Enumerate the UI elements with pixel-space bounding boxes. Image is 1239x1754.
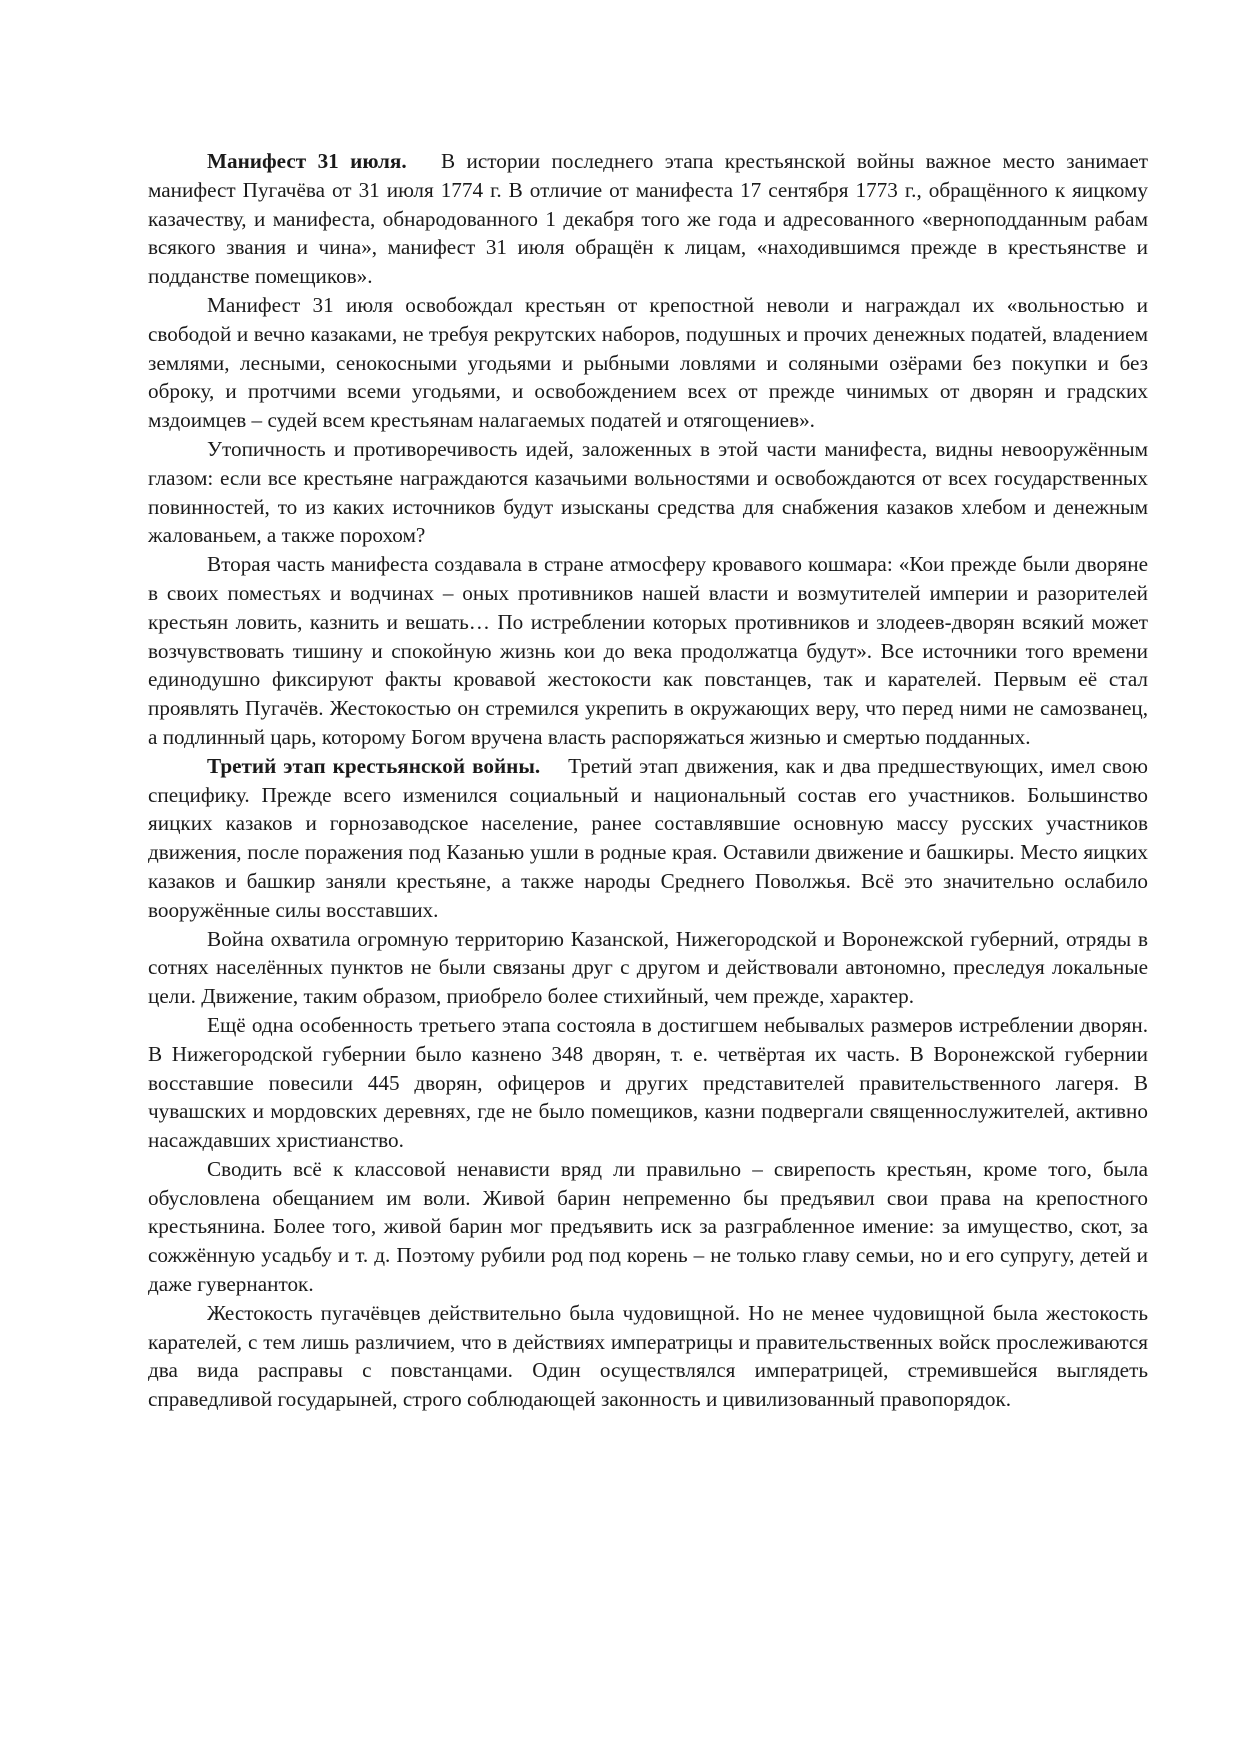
- paragraph-text: Вторая часть манифеста создавала в стране атмосферу кровавого кошмара: «Кои прежде были дворяне в своих поместьях и водчинах – оных противников нашей власти и возмутителей империи и разорителей крестьян ловить, казнить и вешать… По истреблении которых противников и злодеев-дворян всякий может возчувствовать тишину и спокойную жизнь кои до века продолжатца будут». Все источники того времени единодушно фиксируют факты кровавой жестокости как повстанцев, так и карателей. Первым её стал проявлять Пугачёв. Жестокостью он стремился укрепить в окружающих веру, что перед ними не самозванец, а подлинный царь, которому Богом вручена власть распоряжаться жизнью и смертью подданных.: [148, 552, 1148, 749]
- section-heading-manifest: Манифест 31 июля.: [207, 149, 407, 173]
- paragraph: [148, 1155, 1148, 1299]
- paragraph-text: Война охватила огромную территорию Казанской, Нижегородской и Воронежской губерний, отряды в сотнях населённых пунктов не были связаны друг с другом и действовали автономно, преследуя локальные цели. Движение, таким образом, приобрело более стихийный, чем прежде, характер.: [148, 926, 1148, 1009]
- paragraph-text: Третий этап движения, как и два предшествующих, имел свою специфику. Прежде всего изменился социальный и национальный состав его участников. Большинство яицких казаков и горнозаводское население, ранее составлявшие основную массу русских участников движения, после поражения под Казанью ушли в родные края. Оставили движение и башкиры. Место яицких казаков и башкир заняли крестьяне, а также народы Среднего Поволжья. Всё это значительно ослабило вооружённые силы восставших.: [148, 753, 1154, 922]
- paragraph: [148, 925, 1148, 1011]
- paragraph: [148, 435, 1148, 550]
- paragraph-text: Сводить всё к классовой ненависти вряд ли правильно – свирепость крестьян, кроме того, была обусловлена обещанием им воли. Живой барин непременно бы предъявил свои права на крепостного крестьянина. Более того, живой барин мог предъявить иск за разграбленное имение: за имущество, скот, за сожжённую усадьбу и т. д. Поэтому рубили род под корень – не только главу семьи, но и его супругу, детей и даже гувернанток.: [148, 1156, 1148, 1297]
- paragraph-manifest-heading: [148, 147, 1154, 291]
- paragraph-third-stage-heading: [148, 752, 1154, 925]
- paragraph: [148, 1011, 1148, 1155]
- paragraph-text: Жестокость пугачёвцев действительно была чудовищной. Но не менее чудовищной была жестокость карателей, с тем лишь различием, что в действиях императрицы и правительственных войск прослеживаются два вида расправы с повстанцами. Один осуществлялся императрицей, стремившейся выглядеть справедливой государыней, строго соблюдающей законность и цивилизованный правопорядок.: [148, 1300, 1148, 1412]
- document-page: [148, 147, 1154, 1414]
- paragraph: [148, 291, 1148, 435]
- paragraph-text: Манифест 31 июля освобождал крестьян от крепостной неволи и награждал их «вольностью и свободой и вечно казаками, не требуя рекрутских наборов, подушных и прочих денежных податей, владением землями, лесными, сенокосными угодьями и рыбными ловлями и соляными озёрами без покупки и без оброку, и протчими всеми угодьями, и освобождением всех от прежде чинимых от дворян и градских мздоимцев – судей всем крестьянам налагаемых податей и отягощениев».: [148, 292, 1148, 433]
- paragraph: [148, 1299, 1148, 1414]
- paragraph-text: Ещё одна особенность третьего этапа состояла в достигшем небывалых размеров истреблении дворян. В Нижегородской губернии было казнено 348 дворян, т. е. четвёртая их часть. В Воронежской губернии восставшие повесили 445 дворян, офицеров и других представителей правительственного лагеря. В чувашских и мордовских деревнях, где не было помещиков, казни подвергали священнослужителей, активно насаждавших христианство.: [148, 1012, 1148, 1153]
- paragraph-text: Утопичность и противоречивость идей, заложенных в этой части манифеста, видны невооружённым глазом: если все крестьяне награждаются казачьими вольностями и освобождаются от всех государственных повинностей, то из каких источников будут изысканы средства для снабжения казаков хлебом и денежным жалованьем, а также порохом?: [148, 436, 1148, 548]
- section-heading-third-stage: Третий этап крестьянской войны.: [207, 753, 541, 778]
- paragraph-text: В истории последнего этапа крестьянской войны важное место занимает манифест Пугачёва от 31 июля 1774 г. В отличие от манифеста 17 сентября 1773 г., обращённого к яицкому казачеству, и манифеста, обнародованного 1 декабря того же года и адресованного «верноподданным рабам всякого звания и чина», манифест 31 июля обращён к лицам, «находившимся прежде в крестьянстве и подданстве помещиков».: [148, 149, 1154, 289]
- paragraph: [148, 550, 1148, 752]
